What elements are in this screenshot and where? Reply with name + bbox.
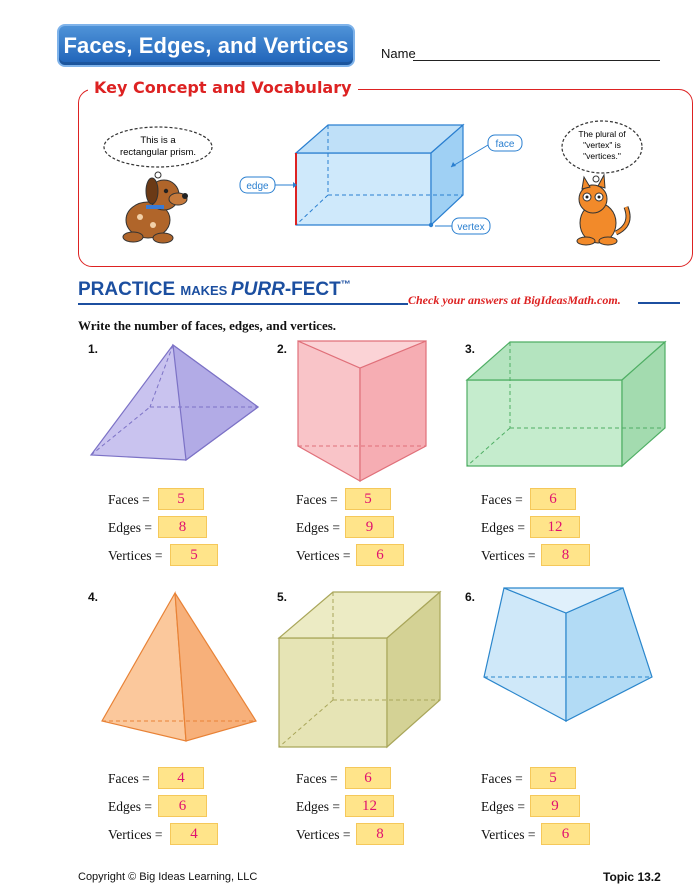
- edge-label: [240, 177, 297, 193]
- problem-number: 4.: [88, 590, 99, 604]
- faces-label: Faces =: [481, 492, 523, 507]
- faces-answer: 5: [345, 488, 391, 510]
- faces-answer: 6: [530, 488, 576, 510]
- dog-bubble-line-2: rectangular prism.: [119, 147, 197, 158]
- cat-bubble-line-3: "vertices.": [583, 151, 621, 161]
- instructions: Write the number of faces, edges, and vertices.: [78, 318, 337, 333]
- edges-answer: 12: [345, 795, 394, 817]
- vertex-label: [435, 218, 490, 234]
- problem-number: 5.: [277, 590, 288, 604]
- svg-text:vertex: vertex: [457, 222, 485, 233]
- problem-number: 6.: [465, 590, 476, 604]
- purr-word: PURR: [230, 279, 285, 300]
- cube-shape: [277, 590, 442, 752]
- faces-answer: 6: [345, 767, 391, 789]
- problem-number: 3.: [465, 342, 476, 356]
- heading-rule-right: [638, 302, 680, 304]
- vertices-label: Vertices =: [108, 827, 163, 842]
- vertices-answer: 8: [356, 823, 404, 845]
- fect-word: -FECT: [284, 279, 341, 300]
- dog-illustration: [123, 178, 188, 243]
- triangular-prism-shape: [290, 338, 430, 484]
- edges-label: Edges =: [296, 799, 340, 814]
- vertices-label: Vertices =: [296, 827, 351, 842]
- rectangular-prism-diagram: [296, 125, 463, 227]
- vertices-answer: 6: [356, 544, 404, 566]
- vertices-label: Vertices =: [481, 548, 536, 563]
- dog-bubble-line-1: This is a: [140, 135, 176, 146]
- vertices-label: Vertices =: [481, 827, 536, 842]
- vertices-answer: 6: [541, 823, 590, 845]
- triangular-prism-shape: [482, 585, 654, 725]
- dog-thought-bubble: [104, 127, 212, 185]
- title-banner: [57, 24, 355, 67]
- faces-label: Faces =: [108, 771, 150, 786]
- page-title: Faces, Edges, and Vertices: [63, 32, 349, 58]
- vertices-answer: 5: [170, 544, 218, 566]
- faces-label: Faces =: [296, 492, 338, 507]
- vertices-answer: 8: [541, 544, 590, 566]
- faces-answer: 5: [530, 767, 576, 789]
- cat-bubble-line-1: The plural of: [578, 129, 626, 139]
- svg-text:face: face: [495, 139, 515, 150]
- makes-word: MAKES: [180, 283, 231, 298]
- copyright: Copyright © Big Ideas Learning, LLC: [78, 871, 258, 883]
- edges-answer: 6: [158, 795, 207, 817]
- edges-label: Edges =: [296, 520, 340, 535]
- vertices-label: Vertices =: [296, 548, 351, 563]
- problem-number: 2.: [277, 342, 288, 356]
- edges-answer: 9: [345, 516, 394, 538]
- heading-rule-left: [78, 303, 408, 305]
- square-pyramid-shape: [88, 340, 268, 470]
- faces-label: Faces =: [481, 771, 523, 786]
- check-answers-text: Check your answers at BigIdeasMath.com.: [408, 293, 621, 307]
- vertices-answer: 4: [170, 823, 218, 845]
- edges-label: Edges =: [108, 520, 152, 535]
- edges-answer: 8: [158, 516, 207, 538]
- vertices-label: Vertices =: [108, 548, 163, 563]
- practice-heading: [78, 279, 351, 301]
- cat-bubble-line-2: "vertex" is: [583, 140, 621, 150]
- svg-text:edge: edge: [246, 181, 269, 192]
- key-concept-title: Key Concept and Vocabulary: [88, 78, 358, 97]
- edges-label: Edges =: [108, 799, 152, 814]
- faces-answer: 5: [158, 488, 204, 510]
- name-line: [413, 60, 660, 61]
- edges-label: Edges =: [481, 799, 525, 814]
- cat-illustration: [577, 175, 628, 245]
- practice-word: PRACTICE: [78, 279, 181, 300]
- trademark: ™: [340, 279, 351, 291]
- key-concept-illustration: [78, 95, 693, 265]
- faces-label: Faces =: [108, 492, 150, 507]
- faces-answer: 4: [158, 767, 204, 789]
- topic-label: Topic 13.2: [603, 870, 661, 884]
- name-label: Name: [381, 46, 416, 61]
- rectangular-prism-shape: [465, 340, 670, 470]
- edges-label: Edges =: [481, 520, 525, 535]
- triangular-pyramid-shape: [100, 590, 260, 745]
- problem-number: 1.: [88, 342, 99, 356]
- faces-label: Faces =: [296, 771, 338, 786]
- edges-answer: 12: [530, 516, 580, 538]
- edges-answer: 9: [530, 795, 580, 817]
